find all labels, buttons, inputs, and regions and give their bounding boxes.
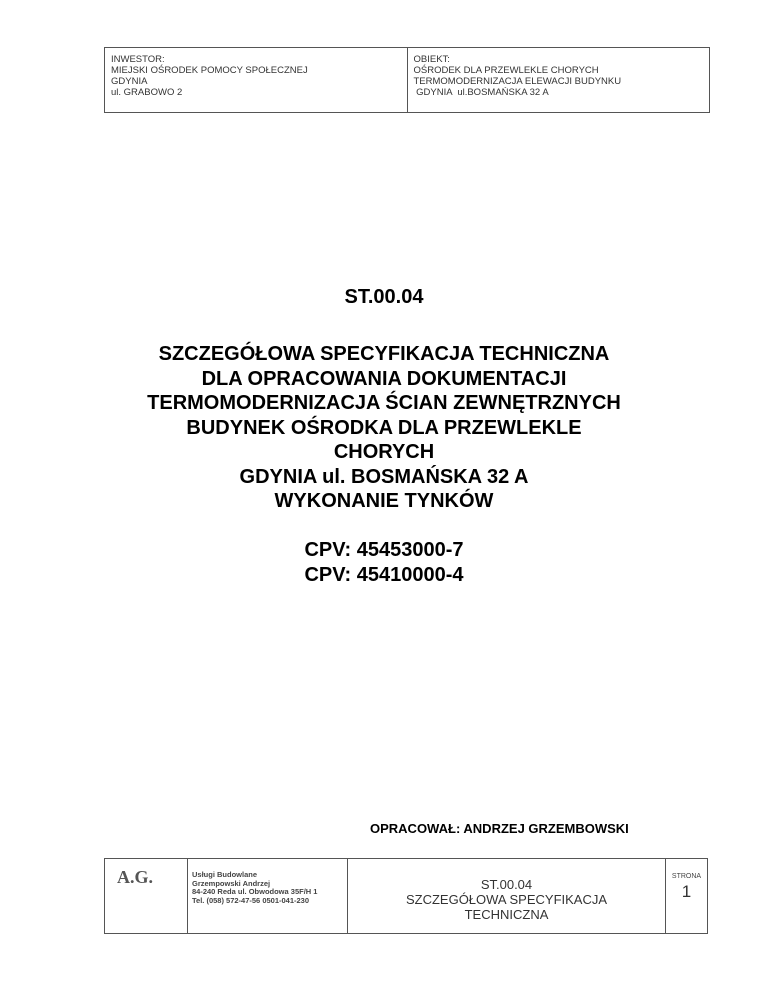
title-line: GDYNIA ul. BOSMAŃSKA 32 A [239, 465, 529, 488]
page-label: STRONA [671, 873, 702, 880]
page-cell [665, 859, 707, 933]
object-name: OŚRODEK DLA PRZEWLEKLE CHORYCH [413, 65, 599, 76]
company-line: Tel. (058) 572-47-56 0501-041-230 [192, 895, 310, 905]
investor-label: INWESTOR: [111, 54, 165, 65]
company-line: 84-240 Reda ul. Obwodowa 35F/H 1 [192, 887, 318, 896]
company-line: Grzempowski Andrzej [192, 878, 271, 888]
object-cell [407, 48, 710, 112]
object-scope: TERMOMODERNIZACJA ELEWACJI BUDYNKU [413, 76, 622, 87]
investor-cell [105, 48, 407, 112]
title-line: WYKONANIE TYNKÓW [274, 490, 494, 512]
header-table [104, 47, 710, 113]
cpv-code: CPV: 45453000-7 [304, 539, 464, 561]
footer-doc-line: TECHNICZNA [464, 907, 549, 922]
document-title [0, 342, 768, 514]
company-line: Usługi Budowlane [192, 870, 258, 879]
title-line: SZCZEGÓŁOWA SPECYFIKACJA TECHNICZNA [158, 343, 610, 365]
title-line: DLA OPRACOWANIA DOKUMENTACJI [201, 367, 567, 390]
title-line: BUDYNEK OŚRODKA DLA PRZEWLEKLE [186, 416, 582, 439]
footer-table [104, 858, 708, 934]
cpv-code: CPV: 45410000-4 [304, 564, 464, 586]
investor-name: MIEJSKI OŚRODEK POMOCY SPOŁECZNEJ [111, 65, 308, 76]
footer-doc-line: SZCZEGÓŁOWA SPECYFIKACJA [405, 892, 608, 907]
page-number: 1 [681, 882, 692, 901]
author-line: OPRACOWAŁ: ANDRZEJ GRZEMBOWSKI [370, 821, 629, 836]
object-label: OBIEKT: [413, 54, 450, 65]
title-line: TERMOMODERNIZACJA ŚCIAN ZEWNĘTRZNYCH [147, 392, 621, 414]
document-code: ST.00.04 [344, 286, 424, 308]
company-info [187, 859, 347, 933]
footer-doc-line: ST.00.04 [480, 877, 533, 892]
investor-address: ul. GRABOWO 2 [111, 87, 183, 98]
title-line: CHORYCH [333, 441, 435, 463]
company-logo: A.G. [117, 867, 153, 887]
object-address: GDYNIA ul.BOSMAŃSKA 32 A [413, 87, 549, 98]
cpv-codes [0, 538, 768, 588]
footer-doc-title [347, 859, 665, 933]
investor-city: GDYNIA [111, 76, 148, 87]
